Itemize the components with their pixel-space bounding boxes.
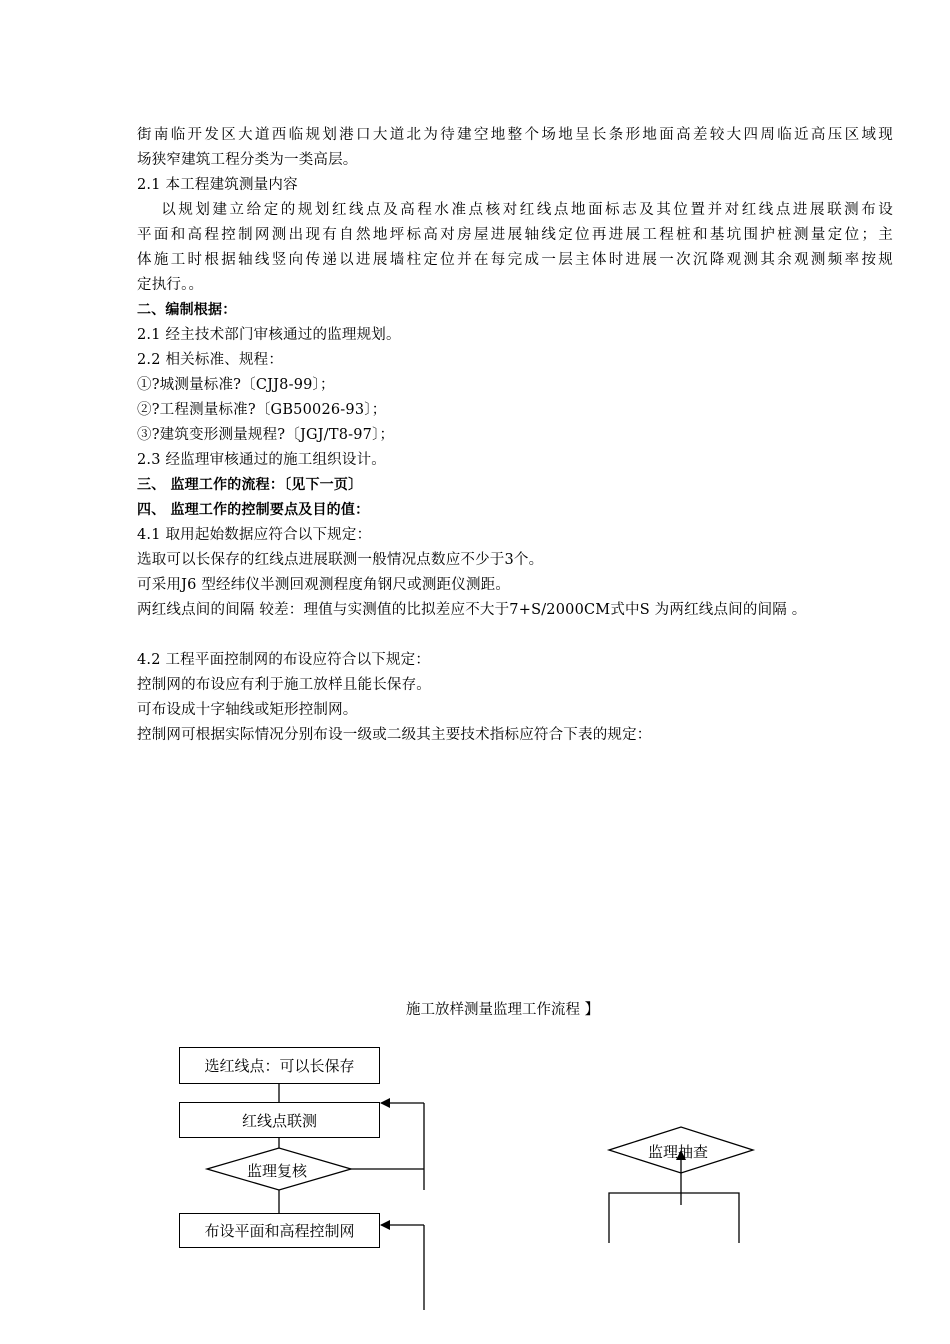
text-line: 定执行。。 [137,277,204,293]
diamond-review-label: 监理复核 [247,1162,308,1180]
flowchart-title: 施工放样测量监理工作流程 】 [406,1002,600,1018]
flow-box-joint-survey [179,1102,380,1138]
text-line: ①?城测量标准?〔CJJ8-99〕； [137,377,335,393]
text-line: 选取可以长保存的红线点进展联测一般情况点数应不少于3个。 [137,552,544,568]
text-line: 场狭窄建筑工程分类为一类高层。 [137,152,358,168]
text-line: 4.2 工程平面控制网的布设应符合以下规定： [137,652,431,668]
text-line: 两红线点间的间隔 较差：理值与实测值的比拟差应不大于7+S/2000CM式中S 为两红线点间的间隔 。 [137,602,807,618]
text-line: 4.1 取用起始数据应符合以下规定： [137,527,372,543]
flow-box-control-network [179,1213,380,1248]
text-line: 2.1 经主技术部门审核通过的监理规划。 [137,327,401,343]
text-line: 平面和高程控制网测出现有自然地坪标高对房屋进展轴线定位再进展工程桩和基坑围护桩测量定位；主 [137,227,893,243]
section-heading: 四、 监理工作的控制要点及目的值： [137,502,370,518]
text-line: 体施工时根据轴线竖向传递以进展墙柱定位并在每完成一层主体时进展一次沉降观测其余观测频率按规 [137,252,893,268]
text-line: 2.2 相关标准、规程： [137,352,284,368]
text-line: 可采用J6 型经纬仪半测回观测程度角钢尺或测距仪测距。 [137,577,511,593]
section-heading: 三、 监理工作的流程：〔见下一页〕 [137,477,363,493]
text-line: 控制网的布设应有利于施工放样且能长保存。 [137,677,431,693]
text-line: 街南临开发区大道西临规划港口大道北为待建空地整个场地呈长条形地面高差较大四周临近高压区域现 [137,127,893,143]
text-line: 控制网可根据实际情况分别布设一级或二级其主要技术指标应符合下表的规定： [137,727,652,743]
section-heading: 二、编制根据： [137,302,237,318]
flow-box-label: 布设平面和高程控制网 [204,1222,355,1240]
text-line: ②?工程测量标准?〔GB50026-93〕； [137,402,387,418]
text-line: 2.1 本工程建筑测量内容 [137,177,298,193]
diamond-spot-check-label: 监理抽查 [648,1143,709,1161]
flow-box-label: 红线点联测 [241,1111,317,1130]
flow-box-select-points [179,1047,380,1084]
text-line: ③?建筑变形测量规程?〔JGJ/T8-97〕； [137,427,395,443]
flow-box-label: 选红线点：可以长保存 [204,1057,355,1075]
text-line: 2.3 经监理审核通过的施工组织设计。 [137,452,386,468]
text-line: 可布设成十字轴线或矩形控制网。 [137,702,358,718]
text-line: 以规划建立给定的规划红线点及高程水准点核对红线点地面标志及其位置并对红线点进展联测布设 [137,202,893,218]
